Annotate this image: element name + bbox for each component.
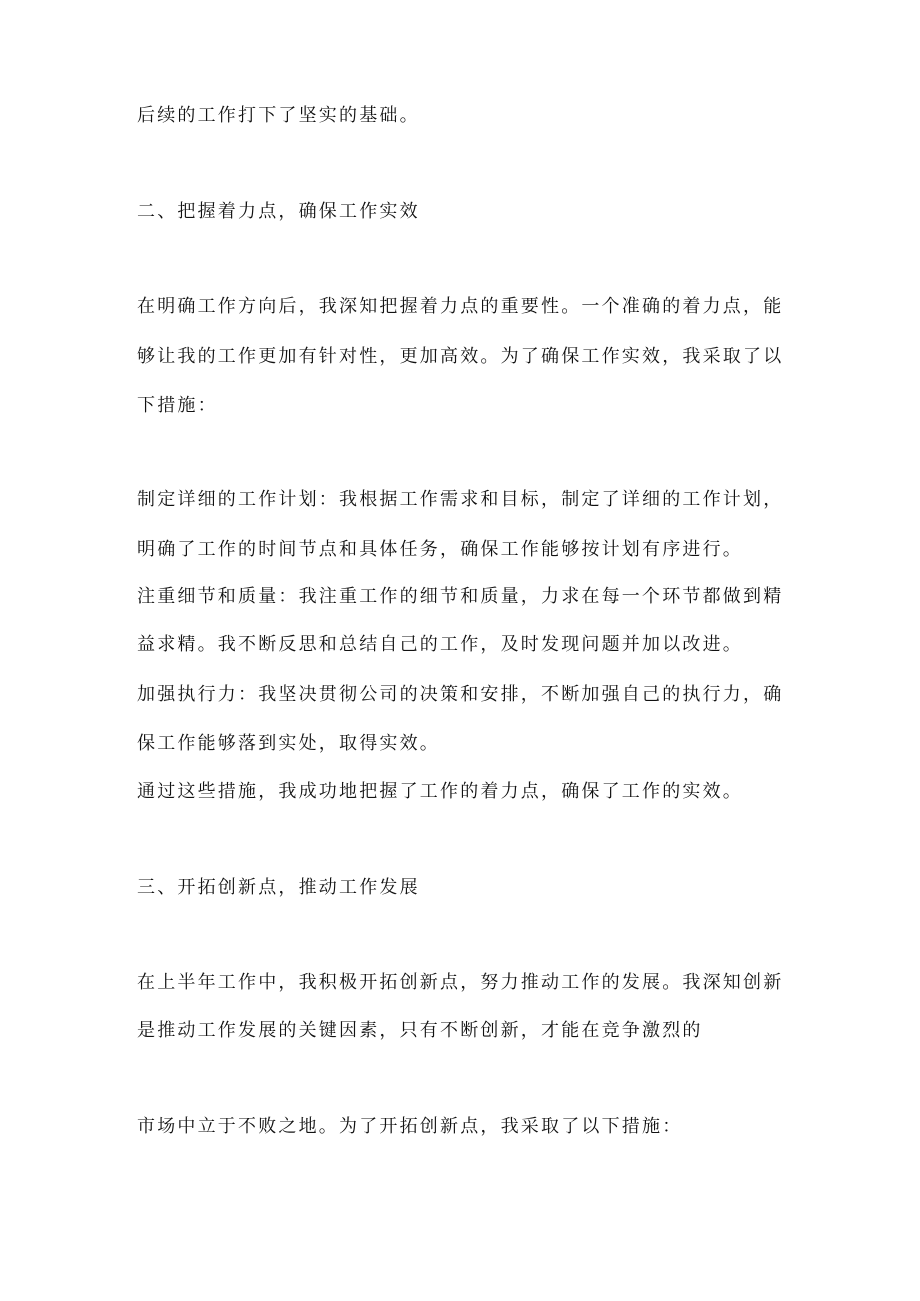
section-heading: 三、开拓创新点，推动工作发展 xyxy=(137,877,420,898)
paragraph-line: 通过这些措施，我成功地把握了工作的着力点，确保了工作的实效。 xyxy=(137,781,743,802)
paragraph-line: 在明确工作方向后，我深知把握着力点的重要性。一个准确的着力点，能 xyxy=(137,296,784,317)
list-item-line: 制定详细的工作计划：我根据工作需求和目标，制定了详细的工作计划， xyxy=(137,489,784,510)
paragraph-line: 够让我的工作更加有针对性，更加高效。为了确保工作实效，我采取了以 xyxy=(137,346,784,367)
paragraph-line: 后续的工作打下了坚实的基础。 xyxy=(137,105,420,126)
paragraph-line: 市场中立于不败之地。为了开拓创新点，我采取了以下措施： xyxy=(137,1116,683,1137)
paragraph-line: 下措施： xyxy=(137,395,218,416)
paragraph-line: 是推动工作发展的关键因素，只有不断创新，才能在竞争激烈的 xyxy=(137,1020,703,1041)
list-item-line: 明确了工作的时间节点和具体任务，确保工作能够按计划有序进行。 xyxy=(137,539,743,560)
list-item-line: 加强执行力：我坚决贯彻公司的决策和安排，不断加强自己的执行力，确 xyxy=(137,684,784,705)
list-item-line: 保工作能够落到实处，取得实效。 xyxy=(137,733,440,754)
section-heading: 二、把握着力点，确保工作实效 xyxy=(137,201,420,222)
list-item-line: 注重细节和质量：我注重工作的细节和质量，力求在每一个环节都做到精 xyxy=(137,586,784,607)
paragraph-line: 在上半年工作中，我积极开拓创新点，努力推动工作的发展。我深知创新 xyxy=(137,972,784,993)
list-item-line: 益求精。我不断反思和总结自己的工作，及时发现问题并加以改进。 xyxy=(137,634,743,655)
